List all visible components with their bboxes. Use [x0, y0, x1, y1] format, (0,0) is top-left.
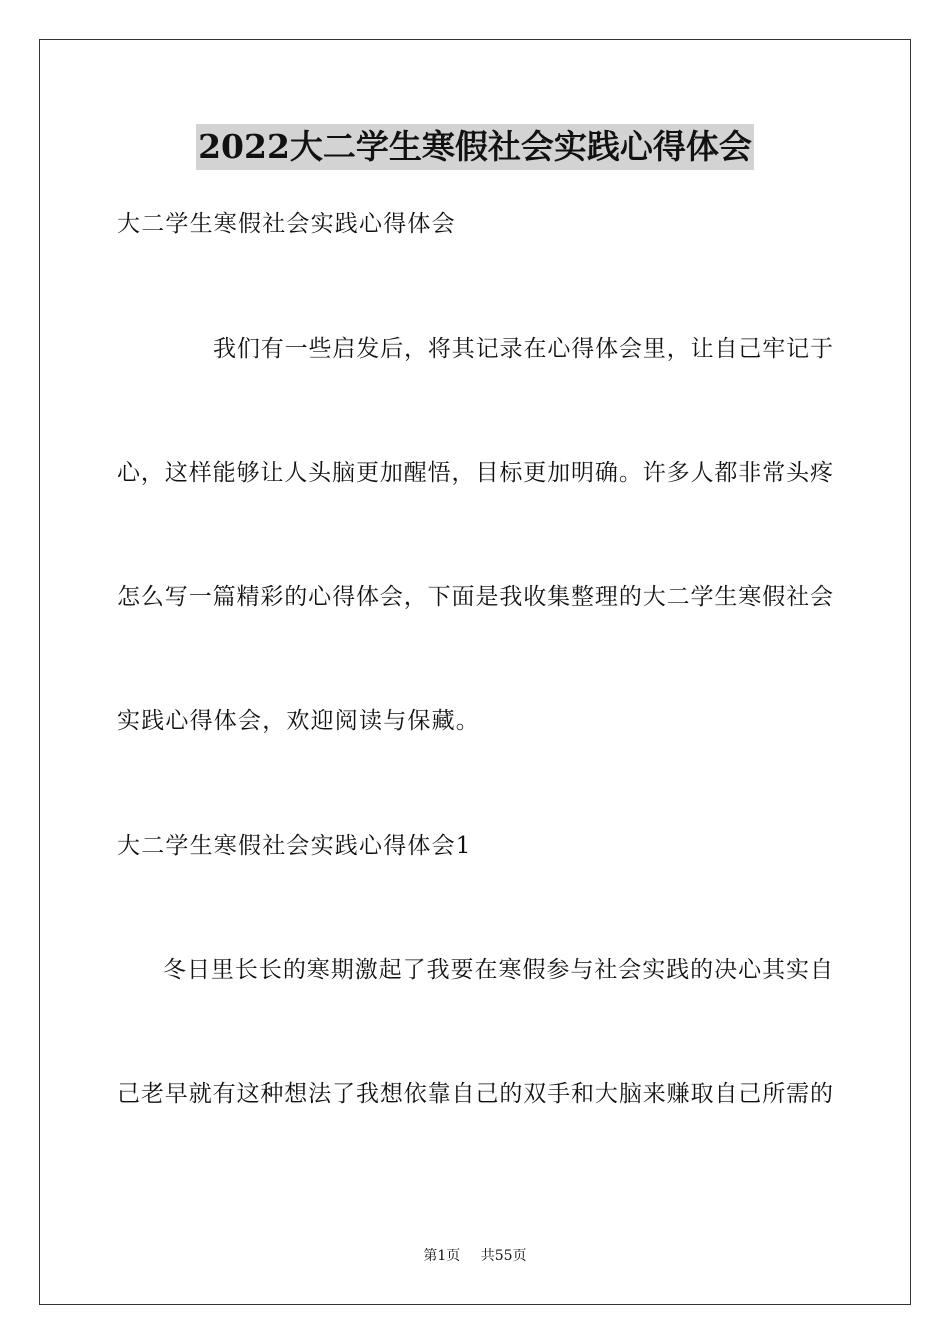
title-wrap — [0, 124, 950, 170]
intro-line-1: 我们有一些启发后，将其记录在心得体会里，让自己牢记于 — [213, 336, 833, 362]
intro-line-4: 实践心得体会，欢迎阅读与保藏。 — [117, 708, 480, 734]
page-footer — [0, 1246, 950, 1266]
document-title: 2022大二学生寒假社会实践心得体会 — [196, 124, 754, 170]
document-subtitle: 大二学生寒假社会实践心得体会 — [117, 211, 456, 237]
intro-line-2: 心，这样能够让人头脑更加醒悟，目标更加明确。许多人都非常头疼 — [117, 460, 833, 486]
intro-line-3: 怎么写一篇精彩的心得体会，下面是我收集整理的大二学生寒假社会 — [117, 584, 833, 610]
body-line-1: 冬日里长长的寒期激起了我要在寒假参与社会实践的决心其实自 — [163, 957, 833, 983]
page-total: 共55页 — [480, 1248, 527, 1264]
page-number: 第1页 — [423, 1248, 461, 1264]
section-heading: 大二学生寒假社会实践心得体会1 — [117, 833, 472, 859]
body-line-2: 己老早就有这种想法了我想依靠自己的双手和大脑来赚取自己所需的 — [117, 1081, 833, 1107]
